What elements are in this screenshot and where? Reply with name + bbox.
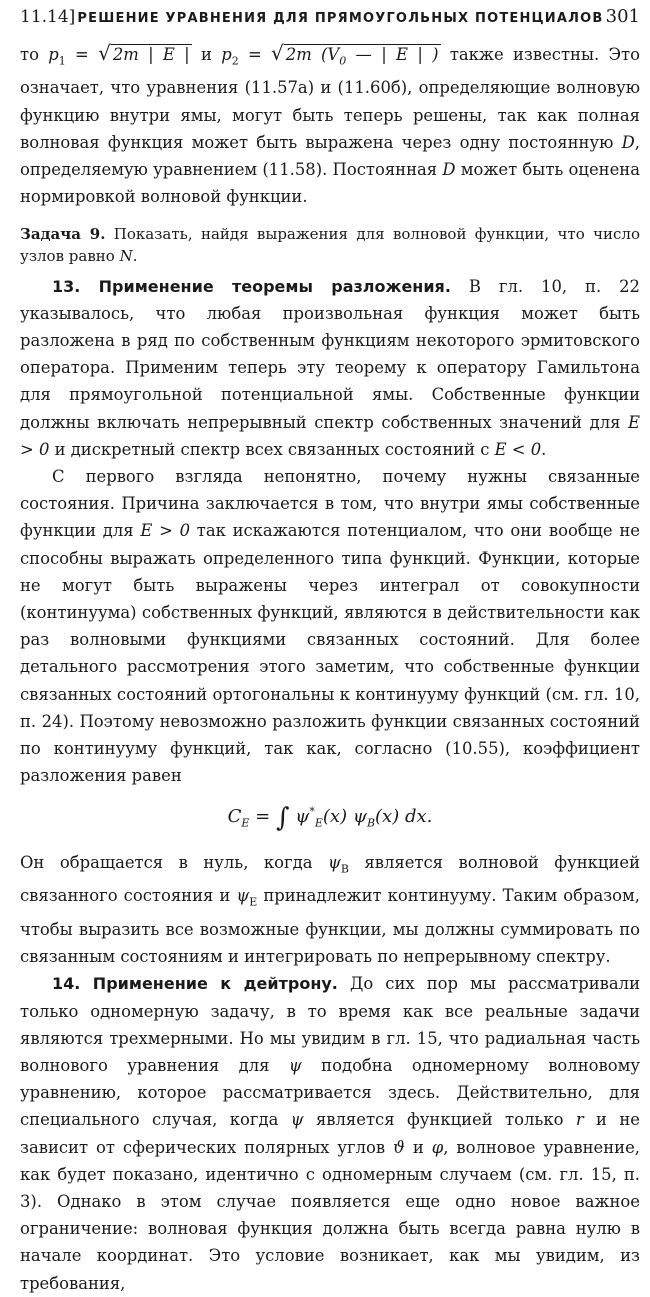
zero-coefficient-paragraph: Он обращается в нуль, когда $\psi_B$ является волновой функцией связанного состояния и $\psi_E$ принадлежит континууму. Таким образом, чтобы выразить все возможные функции, мы должны суммировать по связанным состояниям и интегрировать по непрерывному спектру.	[20, 852, 640, 967]
running-header	[20, 6, 640, 40]
running-title: РЕШЕНИЕ УРАВНЕНИЯ ДЛЯ ПРЯМОУГОЛЬНЫХ ПОТЕНЦИАЛОВ	[77, 11, 604, 26]
paragraph-continuation: то $p_1$ = √ 2m | E | и $p_2$ = √ 2m ($V_0$ — | E | ) также известны. Это означает, что уравнения (11.57а) и (11.60б), определяющие волновую функцию внутри ямы, могут быть теперь решены, так как полная волновая функция может быть выражена через одну постоянную D, определяемую уравнением (11.58). Постоянная D может быть оценена нормировкой волновой функции.	[20, 41, 640, 207]
integral-icon: ∫	[275, 803, 290, 834]
page-number: 301	[605, 6, 640, 27]
bound-states-paragraph: С первого взгляда непонятно, почему нужны связанные состояния. Причина заключается в том, что внутри ямы собственные функции для E > 0 так искажаются потенциалом, что они вообще не способны выражать определенного типа функций. Функции, которые не могут быть выражены через интеграл от совокупности (континуума) собственных функций, являются в действительности как раз волновыми функциями связанных состояний. Для более детального рассмотрения этого заметим, что собственные функции связанных состояний ортогональны к континууму функций (см. гл. 10, п. 24). Поэтому невозможно разложить функции связанных состояний по континууму функций, так как, согласно (10.55), коэффициент разложения равен	[20, 466, 640, 786]
book-page	[20, 6, 640, 1297]
sqrt-icon: √	[98, 41, 111, 65]
sqrt-expression-2: 2m ($V_0$ — | E | )	[285, 45, 439, 68]
section-14-title: 14. Применение к дейтрону.	[52, 974, 338, 994]
exercise-9: Задача 9. Показать, найдя выражения для волновой функции, что число узлов равно N.	[20, 224, 640, 265]
section-14-paragraph: 14. Применение к дейтрону. До сих пор мы рассматривали только одномерную задачу, в то время как все реальные задачи являются трехмерными. Но мы увидим в гл. 15, что радиальная часть волнового уравнения для ψ подобна одномерному волновому уравнению, которое рассматривается здесь. Действительно, для специального случая, когда ψ является функцией только r и не зависит от сферических полярных углов ϑ и φ, волновое уравнение, как будет показано, идентично с одномерным случаем (см. гл. 15, п. 3). Однако в этом случае появляется еще одно новое важное ограничение: волновая функция должна быть всегда равна нулю в начале координат. Это условие возникает, как мы увидим, из требования,	[20, 974, 641, 1293]
sqrt-expression-1: 2m | E |	[112, 45, 190, 64]
exercise-label: Задача 9.	[20, 224, 106, 243]
section-13-title: 13. Применение теоремы разложения.	[52, 276, 451, 296]
expansion-coefficient-formula: $C_E$ = ∫ $\psi^*_E(x)$ $\psi_B(x)$ dx.	[227, 803, 433, 834]
sqrt-icon: √	[271, 41, 284, 65]
section-number: 11.14]	[20, 7, 76, 27]
section-13-paragraph: 13. Применение теоремы разложения. В гл. 10, п. 22 указывалось, что любая произвольная функция может быть разложена в ряд по собственным функциям некоторого эрмитовского оператора. Применим теперь эту теорему к оператору Гамильтона для прямоугольной потенциальной ямы. Собственные функции должны включать непрерывный спектр собственных значений для E > 0 и дискретный спектр всех связанных состояний с E < 0.	[20, 276, 640, 459]
